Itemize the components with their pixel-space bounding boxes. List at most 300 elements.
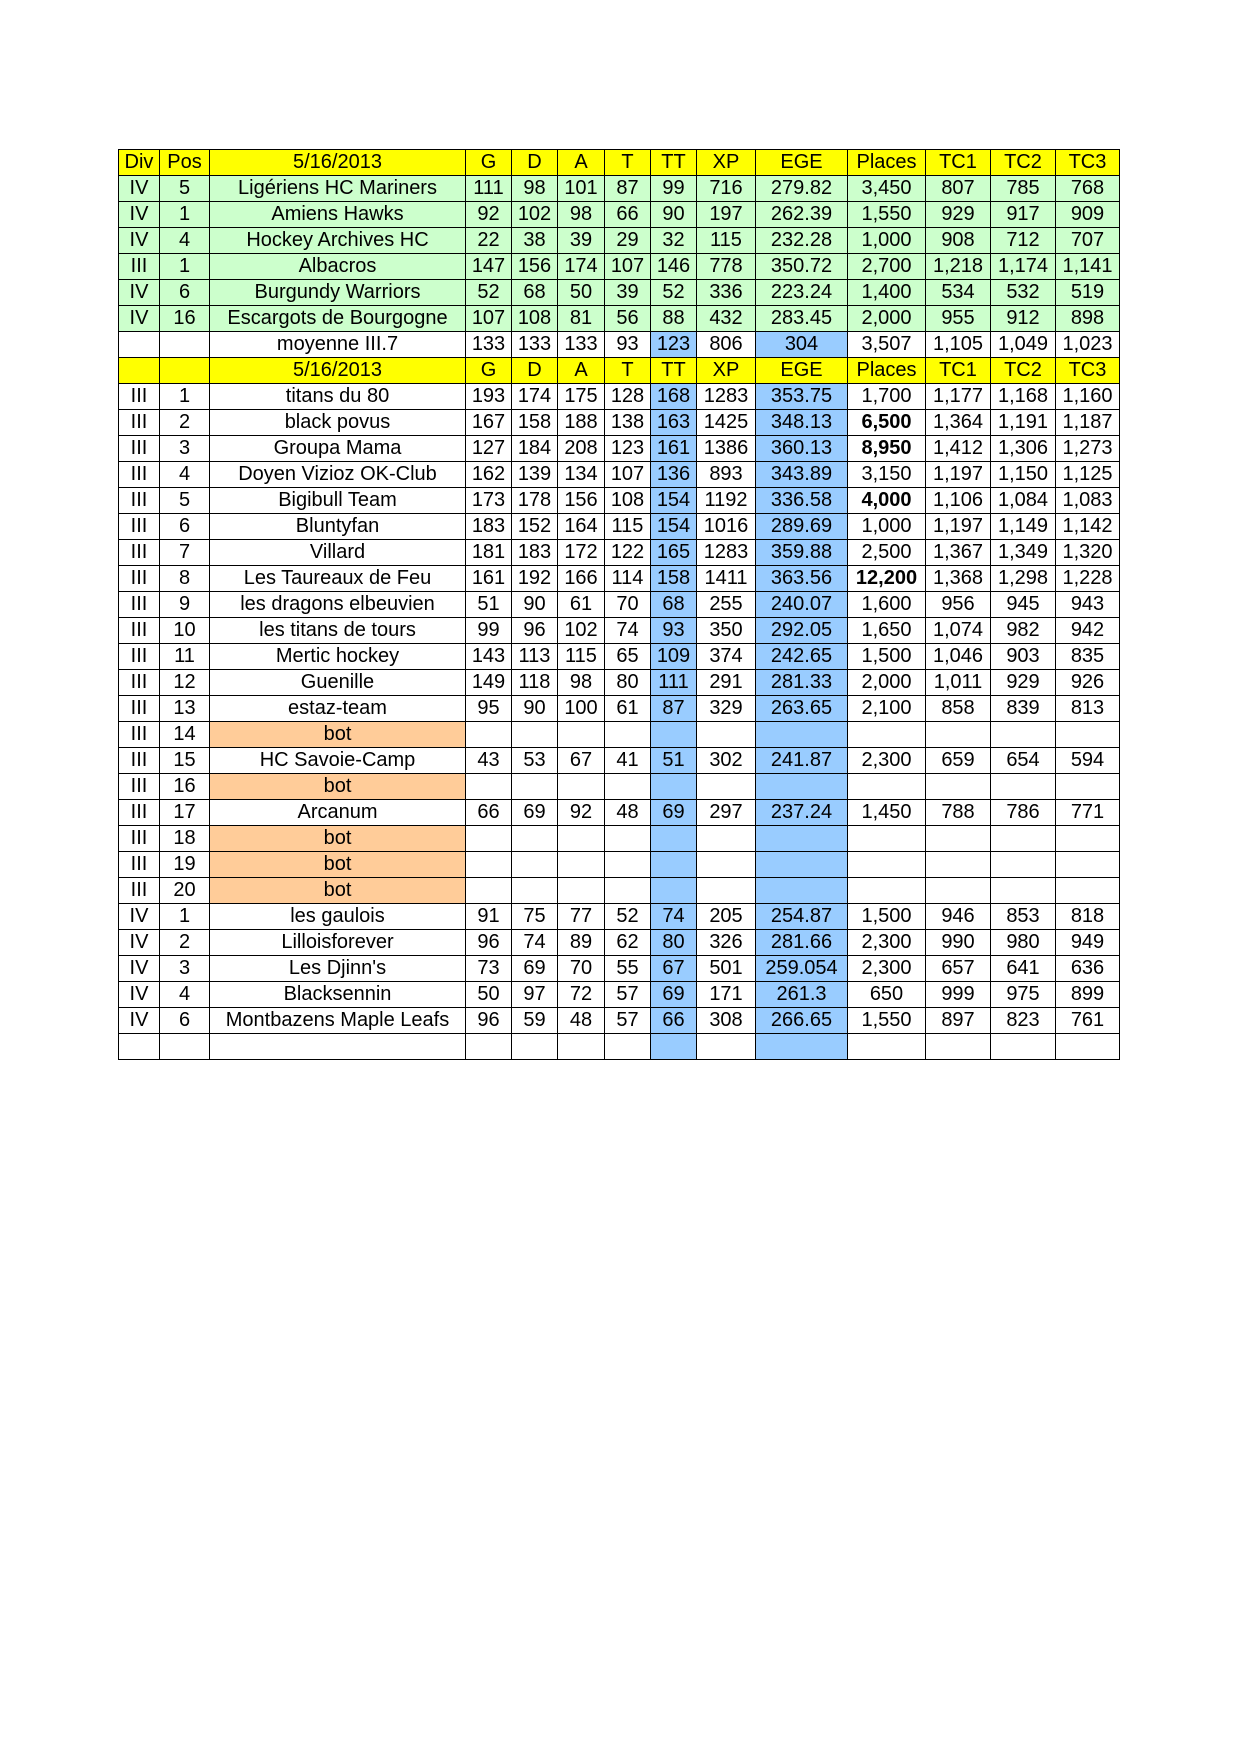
g-cell: 127 bbox=[466, 436, 512, 462]
div-cell: III bbox=[119, 696, 160, 722]
g-cell: 181 bbox=[466, 540, 512, 566]
t-cell bbox=[605, 852, 651, 878]
a-cell: 188 bbox=[558, 410, 605, 436]
tc2-cell: 917 bbox=[991, 202, 1056, 228]
div-cell bbox=[119, 1034, 160, 1060]
table-row bbox=[119, 410, 1120, 436]
t-cell: 48 bbox=[605, 800, 651, 826]
pos-cell: 6 bbox=[160, 280, 210, 306]
div-cell: III bbox=[119, 514, 160, 540]
xp-cell: 432 bbox=[697, 306, 756, 332]
header-a: A bbox=[558, 150, 605, 176]
div-cell: III bbox=[119, 722, 160, 748]
ege-cell: 279.82 bbox=[756, 176, 848, 202]
tc1-cell: 955 bbox=[926, 306, 991, 332]
places-cell: 3,450 bbox=[848, 176, 926, 202]
header-pos: Pos bbox=[160, 150, 210, 176]
t-cell: 29 bbox=[605, 228, 651, 254]
tc1-cell: 1,046 bbox=[926, 644, 991, 670]
g-cell bbox=[466, 852, 512, 878]
places-cell: 1,600 bbox=[848, 592, 926, 618]
tc3-cell: 898 bbox=[1056, 306, 1120, 332]
ege-cell: 336.58 bbox=[756, 488, 848, 514]
tc2-cell: 980 bbox=[991, 930, 1056, 956]
d-cell: 75 bbox=[512, 904, 558, 930]
tc2-cell bbox=[991, 774, 1056, 800]
table-row bbox=[119, 852, 1120, 878]
tc3-cell: 771 bbox=[1056, 800, 1120, 826]
xp-cell bbox=[697, 1034, 756, 1060]
pos-cell: 1 bbox=[160, 202, 210, 228]
tc3-cell: 636 bbox=[1056, 956, 1120, 982]
places-cell: 1,550 bbox=[848, 1008, 926, 1034]
d-cell: 184 bbox=[512, 436, 558, 462]
t-cell: 57 bbox=[605, 1008, 651, 1034]
pos-cell: 6 bbox=[160, 1008, 210, 1034]
pos-cell: 15 bbox=[160, 748, 210, 774]
tc2-cell: 532 bbox=[991, 280, 1056, 306]
pos-cell: 5 bbox=[160, 488, 210, 514]
header-ege: EGE bbox=[756, 150, 848, 176]
a-cell bbox=[558, 878, 605, 904]
places-cell: 1,450 bbox=[848, 800, 926, 826]
places-cell: 2,100 bbox=[848, 696, 926, 722]
tc3-cell: 899 bbox=[1056, 982, 1120, 1008]
div-cell: IV bbox=[119, 956, 160, 982]
pos-cell: 3 bbox=[160, 436, 210, 462]
places-cell: 1,500 bbox=[848, 644, 926, 670]
places-cell bbox=[848, 826, 926, 852]
highlight-row bbox=[119, 254, 1120, 280]
tc1-cell: 1,177 bbox=[926, 384, 991, 410]
d-cell bbox=[512, 826, 558, 852]
team-name-cell: HC Savoie-Camp bbox=[210, 748, 466, 774]
places-cell: 3,150 bbox=[848, 462, 926, 488]
tt-cell: 109 bbox=[651, 644, 697, 670]
ege-cell: 289.69 bbox=[756, 514, 848, 540]
t-cell: 55 bbox=[605, 956, 651, 982]
g-cell: 51 bbox=[466, 592, 512, 618]
xp-cell: 1283 bbox=[697, 540, 756, 566]
header-tc2: TC2 bbox=[991, 358, 1056, 384]
tc1-cell bbox=[926, 774, 991, 800]
a-cell bbox=[558, 852, 605, 878]
team-name-cell: Arcanum bbox=[210, 800, 466, 826]
tc3-cell bbox=[1056, 774, 1120, 800]
tc2-cell: 1,174 bbox=[991, 254, 1056, 280]
tt-cell bbox=[651, 826, 697, 852]
tc1-cell bbox=[926, 878, 991, 904]
xp-cell: 1425 bbox=[697, 410, 756, 436]
table-row bbox=[119, 462, 1120, 488]
ege-cell bbox=[756, 722, 848, 748]
tc3-cell bbox=[1056, 852, 1120, 878]
tc1-cell: 897 bbox=[926, 1008, 991, 1034]
xp-cell: 1411 bbox=[697, 566, 756, 592]
t-cell: 107 bbox=[605, 254, 651, 280]
a-cell: 92 bbox=[558, 800, 605, 826]
tt-cell: 123 bbox=[651, 332, 697, 358]
team-name-cell: bot bbox=[210, 774, 466, 800]
g-cell: 133 bbox=[466, 332, 512, 358]
tt-cell: 154 bbox=[651, 488, 697, 514]
team-name-cell: Les Taureaux de Feu bbox=[210, 566, 466, 592]
d-cell: 108 bbox=[512, 306, 558, 332]
div-cell: III bbox=[119, 774, 160, 800]
g-cell: 91 bbox=[466, 904, 512, 930]
pos-cell: 11 bbox=[160, 644, 210, 670]
tc3-cell: 761 bbox=[1056, 1008, 1120, 1034]
places-cell: 2,300 bbox=[848, 748, 926, 774]
tt-cell: 88 bbox=[651, 306, 697, 332]
tc3-cell: 594 bbox=[1056, 748, 1120, 774]
d-cell: 156 bbox=[512, 254, 558, 280]
tt-cell: 90 bbox=[651, 202, 697, 228]
tt-cell: 67 bbox=[651, 956, 697, 982]
xp-cell bbox=[697, 774, 756, 800]
g-cell: 52 bbox=[466, 280, 512, 306]
d-cell: 158 bbox=[512, 410, 558, 436]
table-row bbox=[119, 514, 1120, 540]
d-cell: 68 bbox=[512, 280, 558, 306]
g-cell: 161 bbox=[466, 566, 512, 592]
header-pos bbox=[160, 358, 210, 384]
tt-cell: 146 bbox=[651, 254, 697, 280]
header-d: D bbox=[512, 150, 558, 176]
tc1-cell bbox=[926, 826, 991, 852]
xp-cell: 374 bbox=[697, 644, 756, 670]
tt-cell: 32 bbox=[651, 228, 697, 254]
xp-cell: 291 bbox=[697, 670, 756, 696]
team-name-cell: Amiens Hawks bbox=[210, 202, 466, 228]
ege-cell: 350.72 bbox=[756, 254, 848, 280]
tc3-cell: 1,160 bbox=[1056, 384, 1120, 410]
tt-cell: 69 bbox=[651, 800, 697, 826]
places-cell: 1,650 bbox=[848, 618, 926, 644]
a-cell bbox=[558, 1034, 605, 1060]
d-cell: 178 bbox=[512, 488, 558, 514]
pos-cell bbox=[160, 332, 210, 358]
pos-cell: 16 bbox=[160, 306, 210, 332]
tc2-cell: 641 bbox=[991, 956, 1056, 982]
tc2-cell bbox=[991, 826, 1056, 852]
a-cell: 102 bbox=[558, 618, 605, 644]
div-cell: III bbox=[119, 748, 160, 774]
ege-cell bbox=[756, 878, 848, 904]
table-row bbox=[119, 748, 1120, 774]
ege-cell bbox=[756, 852, 848, 878]
div-cell: III bbox=[119, 800, 160, 826]
div-cell: IV bbox=[119, 904, 160, 930]
tt-cell: 136 bbox=[651, 462, 697, 488]
div-cell: III bbox=[119, 878, 160, 904]
ege-cell: 263.65 bbox=[756, 696, 848, 722]
tc2-cell: 785 bbox=[991, 176, 1056, 202]
ege-cell bbox=[756, 774, 848, 800]
ege-cell: 266.65 bbox=[756, 1008, 848, 1034]
ege-cell: 281.33 bbox=[756, 670, 848, 696]
ege-cell: 240.07 bbox=[756, 592, 848, 618]
ege-cell: 343.89 bbox=[756, 462, 848, 488]
places-cell: 2,300 bbox=[848, 956, 926, 982]
team-name-cell: bot bbox=[210, 852, 466, 878]
t-cell: 65 bbox=[605, 644, 651, 670]
pos-cell: 8 bbox=[160, 566, 210, 592]
tt-cell bbox=[651, 774, 697, 800]
tt-cell: 80 bbox=[651, 930, 697, 956]
t-cell: 128 bbox=[605, 384, 651, 410]
a-cell bbox=[558, 722, 605, 748]
table-row bbox=[119, 696, 1120, 722]
tc3-cell: 1,125 bbox=[1056, 462, 1120, 488]
ege-cell: 254.87 bbox=[756, 904, 848, 930]
a-cell: 208 bbox=[558, 436, 605, 462]
t-cell: 123 bbox=[605, 436, 651, 462]
a-cell: 133 bbox=[558, 332, 605, 358]
places-cell: 2,000 bbox=[848, 670, 926, 696]
ege-cell: 360.13 bbox=[756, 436, 848, 462]
div-cell: III bbox=[119, 488, 160, 514]
tc2-cell bbox=[991, 1034, 1056, 1060]
d-cell: 69 bbox=[512, 800, 558, 826]
div-cell: III bbox=[119, 384, 160, 410]
pos-cell: 4 bbox=[160, 462, 210, 488]
places-cell: 1,700 bbox=[848, 384, 926, 410]
t-cell bbox=[605, 722, 651, 748]
tc1-cell bbox=[926, 852, 991, 878]
table-row bbox=[119, 956, 1120, 982]
a-cell: 77 bbox=[558, 904, 605, 930]
g-cell: 22 bbox=[466, 228, 512, 254]
header-tc3: TC3 bbox=[1056, 358, 1120, 384]
g-cell: 95 bbox=[466, 696, 512, 722]
a-cell: 172 bbox=[558, 540, 605, 566]
header-div: Div bbox=[119, 150, 160, 176]
tc3-cell bbox=[1056, 1034, 1120, 1060]
tc1-cell: 1,106 bbox=[926, 488, 991, 514]
tc3-cell: 1,187 bbox=[1056, 410, 1120, 436]
pos-cell: 17 bbox=[160, 800, 210, 826]
pos-cell: 3 bbox=[160, 956, 210, 982]
a-cell: 50 bbox=[558, 280, 605, 306]
t-cell: 74 bbox=[605, 618, 651, 644]
places-cell bbox=[848, 1034, 926, 1060]
team-name-cell: Groupa Mama bbox=[210, 436, 466, 462]
t-cell: 114 bbox=[605, 566, 651, 592]
g-cell: 162 bbox=[466, 462, 512, 488]
pos-cell: 2 bbox=[160, 930, 210, 956]
pos-cell: 20 bbox=[160, 878, 210, 904]
xp-cell: 329 bbox=[697, 696, 756, 722]
tc1-cell: 1,197 bbox=[926, 514, 991, 540]
pos-cell: 4 bbox=[160, 228, 210, 254]
tc3-cell: 926 bbox=[1056, 670, 1120, 696]
tc3-cell: 909 bbox=[1056, 202, 1120, 228]
pos-cell: 9 bbox=[160, 592, 210, 618]
tt-cell: 51 bbox=[651, 748, 697, 774]
a-cell: 39 bbox=[558, 228, 605, 254]
header-xp: XP bbox=[697, 358, 756, 384]
places-cell: 1,500 bbox=[848, 904, 926, 930]
ege-cell: 262.39 bbox=[756, 202, 848, 228]
t-cell: 41 bbox=[605, 748, 651, 774]
ege-cell: 237.24 bbox=[756, 800, 848, 826]
t-cell bbox=[605, 774, 651, 800]
xp-cell: 115 bbox=[697, 228, 756, 254]
tt-cell: 93 bbox=[651, 618, 697, 644]
ege-cell: 353.75 bbox=[756, 384, 848, 410]
table-row bbox=[119, 1034, 1120, 1060]
tc2-cell: 1,150 bbox=[991, 462, 1056, 488]
places-cell: 6,500 bbox=[848, 410, 926, 436]
places-cell: 2,300 bbox=[848, 930, 926, 956]
header-date: 5/16/2013 bbox=[210, 358, 466, 384]
highlight-row bbox=[119, 176, 1120, 202]
xp-cell: 893 bbox=[697, 462, 756, 488]
pos-cell: 1 bbox=[160, 904, 210, 930]
tt-cell: 52 bbox=[651, 280, 697, 306]
header-g: G bbox=[466, 358, 512, 384]
ege-cell bbox=[756, 826, 848, 852]
tc3-cell bbox=[1056, 878, 1120, 904]
tt-cell bbox=[651, 852, 697, 878]
t-cell: 39 bbox=[605, 280, 651, 306]
places-cell: 1,550 bbox=[848, 202, 926, 228]
d-cell: 97 bbox=[512, 982, 558, 1008]
tt-cell: 168 bbox=[651, 384, 697, 410]
tc1-cell: 534 bbox=[926, 280, 991, 306]
header-row bbox=[119, 358, 1120, 384]
places-cell: 12,200 bbox=[848, 566, 926, 592]
tc3-cell: 1,320 bbox=[1056, 540, 1120, 566]
tc1-cell: 946 bbox=[926, 904, 991, 930]
highlight-row bbox=[119, 306, 1120, 332]
div-cell: III bbox=[119, 670, 160, 696]
tc2-cell: 1,298 bbox=[991, 566, 1056, 592]
tc3-cell: 519 bbox=[1056, 280, 1120, 306]
ege-cell: 363.56 bbox=[756, 566, 848, 592]
xp-cell bbox=[697, 852, 756, 878]
tc2-cell: 975 bbox=[991, 982, 1056, 1008]
places-cell: 1,000 bbox=[848, 514, 926, 540]
t-cell: 87 bbox=[605, 176, 651, 202]
d-cell bbox=[512, 722, 558, 748]
ege-cell: 223.24 bbox=[756, 280, 848, 306]
a-cell: 67 bbox=[558, 748, 605, 774]
div-cell bbox=[119, 332, 160, 358]
header-t: T bbox=[605, 150, 651, 176]
d-cell: 53 bbox=[512, 748, 558, 774]
tc3-cell: 942 bbox=[1056, 618, 1120, 644]
d-cell: 90 bbox=[512, 696, 558, 722]
table-row bbox=[119, 488, 1120, 514]
average-row bbox=[119, 332, 1120, 358]
tt-cell: 69 bbox=[651, 982, 697, 1008]
tc1-cell: 1,197 bbox=[926, 462, 991, 488]
tc1-cell: 999 bbox=[926, 982, 991, 1008]
xp-cell: 1192 bbox=[697, 488, 756, 514]
a-cell: 156 bbox=[558, 488, 605, 514]
div-cell: III bbox=[119, 644, 160, 670]
header-t: T bbox=[605, 358, 651, 384]
places-cell bbox=[848, 774, 926, 800]
pos-cell: 14 bbox=[160, 722, 210, 748]
d-cell: 69 bbox=[512, 956, 558, 982]
tc2-cell: 945 bbox=[991, 592, 1056, 618]
ege-cell: 281.66 bbox=[756, 930, 848, 956]
tc1-cell: 1,364 bbox=[926, 410, 991, 436]
a-cell: 70 bbox=[558, 956, 605, 982]
tc2-cell: 1,049 bbox=[991, 332, 1056, 358]
pos-cell: 2 bbox=[160, 410, 210, 436]
d-cell bbox=[512, 774, 558, 800]
div-cell: IV bbox=[119, 228, 160, 254]
g-cell: 143 bbox=[466, 644, 512, 670]
d-cell: 74 bbox=[512, 930, 558, 956]
tc1-cell: 990 bbox=[926, 930, 991, 956]
xp-cell: 806 bbox=[697, 332, 756, 358]
div-cell: III bbox=[119, 852, 160, 878]
tc3-cell bbox=[1056, 826, 1120, 852]
xp-cell bbox=[697, 878, 756, 904]
div-cell: III bbox=[119, 410, 160, 436]
xp-cell bbox=[697, 826, 756, 852]
header-tt: TT bbox=[651, 358, 697, 384]
table-row bbox=[119, 670, 1120, 696]
div-cell: III bbox=[119, 462, 160, 488]
team-name-cell: Hockey Archives HC bbox=[210, 228, 466, 254]
g-cell: 149 bbox=[466, 670, 512, 696]
tt-cell bbox=[651, 878, 697, 904]
tc3-cell: 1,083 bbox=[1056, 488, 1120, 514]
header-date: 5/16/2013 bbox=[210, 150, 466, 176]
tc2-cell: 1,349 bbox=[991, 540, 1056, 566]
tc1-cell: 1,218 bbox=[926, 254, 991, 280]
t-cell: 107 bbox=[605, 462, 651, 488]
a-cell bbox=[558, 774, 605, 800]
d-cell: 90 bbox=[512, 592, 558, 618]
a-cell: 81 bbox=[558, 306, 605, 332]
table-row bbox=[119, 930, 1120, 956]
ege-cell: 292.05 bbox=[756, 618, 848, 644]
t-cell bbox=[605, 826, 651, 852]
header-places: Places bbox=[848, 150, 926, 176]
a-cell: 166 bbox=[558, 566, 605, 592]
standings-table bbox=[118, 149, 1120, 1060]
t-cell bbox=[605, 878, 651, 904]
team-name-cell: Mertic hockey bbox=[210, 644, 466, 670]
g-cell: 107 bbox=[466, 306, 512, 332]
tt-cell: 163 bbox=[651, 410, 697, 436]
t-cell: 56 bbox=[605, 306, 651, 332]
tt-cell: 66 bbox=[651, 1008, 697, 1034]
g-cell bbox=[466, 826, 512, 852]
table-row bbox=[119, 982, 1120, 1008]
g-cell: 173 bbox=[466, 488, 512, 514]
pos-cell: 7 bbox=[160, 540, 210, 566]
tc2-cell bbox=[991, 722, 1056, 748]
xp-cell: 501 bbox=[697, 956, 756, 982]
xp-cell: 171 bbox=[697, 982, 756, 1008]
ege-cell: 242.65 bbox=[756, 644, 848, 670]
tc1-cell: 858 bbox=[926, 696, 991, 722]
tc1-cell: 1,105 bbox=[926, 332, 991, 358]
tc3-cell: 813 bbox=[1056, 696, 1120, 722]
pos-cell: 10 bbox=[160, 618, 210, 644]
team-name-cell: titans du 80 bbox=[210, 384, 466, 410]
places-cell: 650 bbox=[848, 982, 926, 1008]
table-row bbox=[119, 878, 1120, 904]
